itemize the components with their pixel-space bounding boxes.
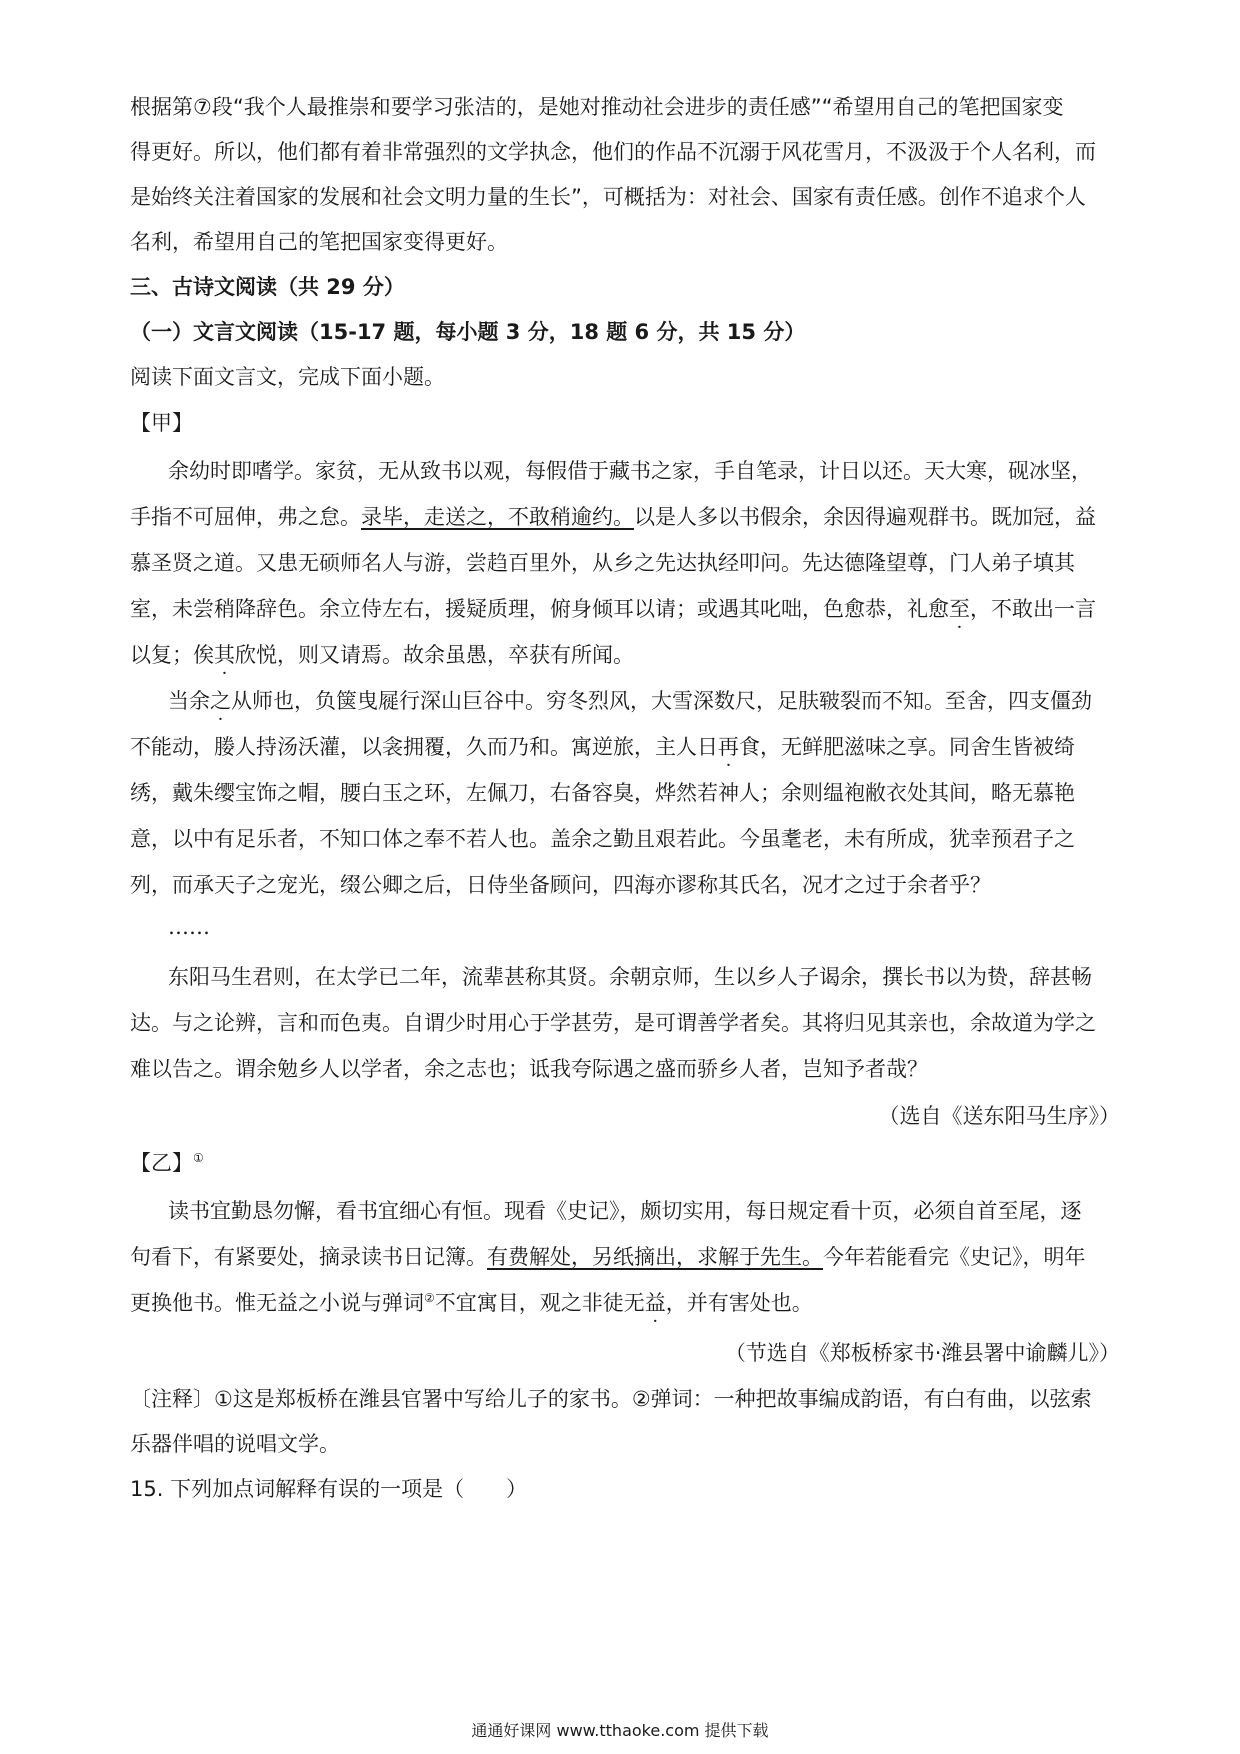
text-span: ，并有害处也。 [665,1291,813,1315]
jia-p1-line-5 [130,640,1120,670]
text-span: 以是人多以书假余，余因得遍观群书。既加冠，益 [634,505,1096,529]
jia-source: （选自《送东阳马生序》） [878,1104,1120,1128]
jia-p1-line-2 [130,502,1120,532]
jia-p3-line-1: 东阳马生君则，在太学已二年，流辈甚称其贤。余朝京师，生以乡人子谒余，撰长书以为贽，辞甚畅 [168,965,1092,989]
dotted-word: 之 [210,689,231,713]
jia-label: 【甲】 [130,411,193,435]
dotted-word: 至 [949,597,970,621]
ellipsis: …… [168,915,210,939]
yi-label [130,1148,1120,1178]
dotted-word: 益 [644,1291,666,1315]
jia-p2-line-2 [130,732,1120,762]
text-span: 以复；俟 [130,643,214,667]
footnote-mark: ② [424,1291,435,1305]
text-span: 今年若能看完《史记》，明年 [823,1245,1086,1269]
subsection-title: （一）文言文阅读（15-17 题，每小题 3 分，18 题 6 分，共 15 分） [130,320,806,344]
yi-line-1: 读书宜勤恳勿懈，看书宜细心有恒。现看《史记》，颇切实用，每日规定看十页，必须自首至尾，逐 [168,1199,1082,1223]
answer-line-3: 是始终关注着国家的发展和社会文明力量的生长”，可概括为：对社会、国家有责任感。创作不追求个人 [130,185,1086,209]
yi-line-3 [130,1288,1120,1318]
answer-line-4: 名利，希望用自己的笔把国家变得更好。 [130,230,508,254]
jia-p1-line-1: 余幼时即嗜学。家贫，无从致书以观，每假借于藏书之家，手自笔录，计日以还。天大寒，砚冰坚， [168,459,1092,483]
jia-p1-line-3: 慕圣贤之道。又患无硕师名人与游，尝趋百里外，从乡之先达执经叩问。先达德隆望尊，门人弟子填其 [130,551,1075,575]
text-span: 当余 [168,689,210,713]
answer-line-1: 根据第⑦段“我个人最推崇和要学习张洁的，是她对推动社会进步的责任感”“希望用自己的笔把国家变 [130,95,1064,119]
instruction-text: 阅读下面文言文，完成下面小题。 [130,365,445,389]
underlined-sentence: 有费解处，另纸摘出，求解于先生。 [487,1245,823,1269]
jia-p2-line-4: 意，以中有足乐者，不知口体之奉不若人也。盖余之勤且艰若此。今虽耄老，未有所成，犹幸预君子之 [130,827,1075,851]
text-span: 欣悦，则又请焉。故余虽愚，卒获有所闻。 [235,643,634,667]
jia-p2-line-3: 绣，戴朱缨宝饰之帽，腰白玉之环，左佩刀，右备容臭，烨然若神人；余则缊袍敝衣处其间，略无慕艳 [130,781,1075,805]
page-footer: 通通好课网 www.tthaoke.com 提供下载 [471,1721,769,1740]
text-span: 室，未尝稍降辞色。余立侍左右，援疑质理，俯身倾耳以请；或遇其叱咄，色愈恭，礼愈 [130,597,949,621]
yi-line-2 [130,1242,1120,1272]
answer-line-2: 得更好。所以，他们都有着非常强烈的文学执念，他们的作品不沉溺于风花雪月，不汲汲于个人名利，而 [130,140,1096,164]
text-span: 更换他书。惟无益之小说与弹词 [130,1291,424,1315]
section-title: 三、古诗文阅读（共 29 分） [130,275,405,299]
text-span: 【乙】 [130,1151,193,1175]
notes-line-1: 〔注释〕①这是郑板桥在潍县官署中写给儿子的家书。②弹词：一种把故事编成韵语，有白有曲，以弦索 [130,1387,1092,1411]
notes-line-2: 乐器伴唱的说唱文学。 [130,1432,340,1456]
jia-p2-line-1 [168,686,1120,716]
question-15: 15. 下列加点词解释有误的一项是（ ） [130,1477,528,1501]
jia-p3-line-2: 达。与之论辨，言和而色夷。自谓少时用心于学甚劳，是可谓善学者矣。其将归见其亲也，余故道为学之 [130,1011,1096,1035]
text-span: 食，无鲜肥滋味之享。同舍生皆被绮 [739,735,1075,759]
text-span: 不宜寓目，观之非徒无 [434,1291,645,1315]
text-span: 句看下，有紧要处，摘录读书日记簿。 [130,1245,487,1269]
footnote-mark: ① [193,1151,204,1165]
underlined-sentence: 录毕，走送之，不敢稍逾约。 [361,505,634,529]
text-span: ，不敢出一言 [970,597,1096,621]
dotted-word: 再 [718,735,739,759]
yi-source: （节选自《郑板桥家书·潍县署中谕麟儿》） [724,1341,1120,1365]
dotted-word: 其 [214,643,235,667]
text-span: 从师也，负箧曳屣行深山巨谷中。穷冬烈风，大雪深数尺，足肤皲裂而不知。至舍，四支僵劲 [231,689,1092,713]
jia-p3-line-3: 难以告之。谓余勉乡人以学者，余之志也；诋我夸际遇之盛而骄乡人者，岂知予者哉？ [130,1057,928,1081]
jia-p1-line-4 [130,594,1120,624]
text-span: 手指不可屈伸，弗之怠。 [130,505,361,529]
text-span: 不能动，媵人持汤沃灌，以衾拥覆，久而乃和。寓逆旅，主人日 [130,735,718,759]
jia-p2-line-5: 列，而承天子之宠光，缀公卿之后，日侍坐备顾问，四海亦谬称其氏名，况才之过于余者乎？ [130,873,991,897]
